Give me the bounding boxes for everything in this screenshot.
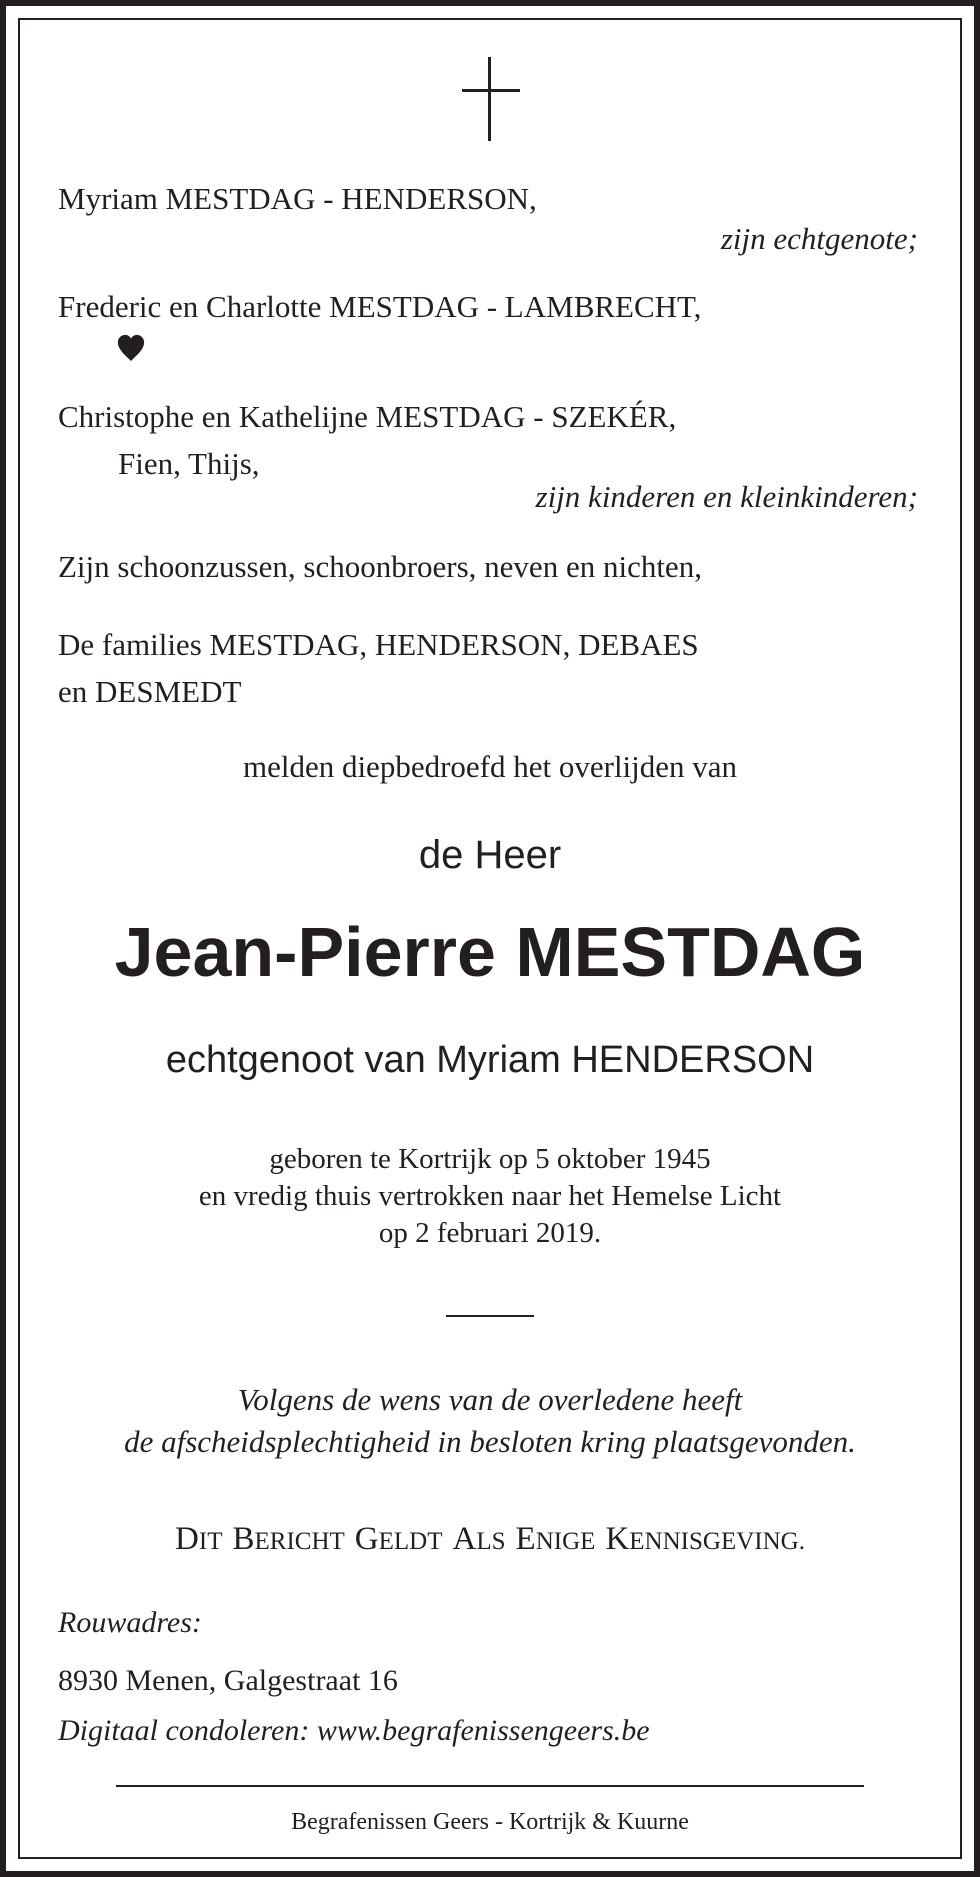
families-line-1: De families MESTDAG, HENDERSON, DEBAES [58,627,699,662]
honorific: de Heer [418,833,562,877]
condolence-link[interactable]: Digitaal condoleren: www.begrafenissengeers.be [58,1714,650,1747]
inlaws-line: Zijn schoonzussen, schoonbroers, neven en nichten, [58,549,702,584]
undertaker-credit: Begrafenissen Geers - Kortrijk & Kuurne [291,1809,689,1835]
date-line: op 2 februari 2019. [378,1217,602,1249]
wish-line-2: de afscheidsplechtigheid in besloten kring plaatsgevonden. [124,1424,856,1459]
spouse-of-line: echtgenoot van Myriam HENDERSON [165,1039,815,1081]
wish-line-1: Volgens de wens van de overledene heeft [237,1382,743,1417]
spouse-line: Myriam MESTDAG - HENDERSON, [58,181,537,216]
grandchildren-line: Fien, Thijs, [118,446,260,481]
born-line: geboren te Kortrijk op 5 oktober 1945 [269,1143,711,1175]
official-word: ENIGE [515,1521,596,1557]
official-word: DIT [175,1521,223,1557]
intro-line: melden diepbedroefd het overlijden van [242,749,738,784]
mourning-address: 8930 Menen, Galgestraat 16 [58,1664,398,1697]
child2-line: Christophe en Kathelijne MESTDAG - SZEKÉR, [58,399,677,434]
official-word: BERICHT [232,1521,345,1557]
official-notice [0,1519,980,1565]
spouse-role: zijn echtgenote; [720,221,918,256]
families-line-2: en DESMEDT [58,674,242,709]
deceased-name: Jean-Pierre MESTDAG [114,913,866,991]
heart-icon [116,333,146,363]
official-word: ALS [452,1521,506,1557]
departed-line: en vredig thuis vertrokken naar het Hemelse Licht [198,1180,782,1212]
section-divider [446,1315,534,1317]
children-role: zijn kinderen en kleinkinderen; [535,479,918,514]
mourning-address-label: Rouwadres: [58,1606,202,1639]
footer-rule [116,1785,864,1787]
official-word: GELDT [354,1521,443,1557]
child1-line: Frederic en Charlotte MESTDAG - LAMBRECHT, [58,289,702,324]
official-word: KENNISGEVING. [605,1521,805,1557]
